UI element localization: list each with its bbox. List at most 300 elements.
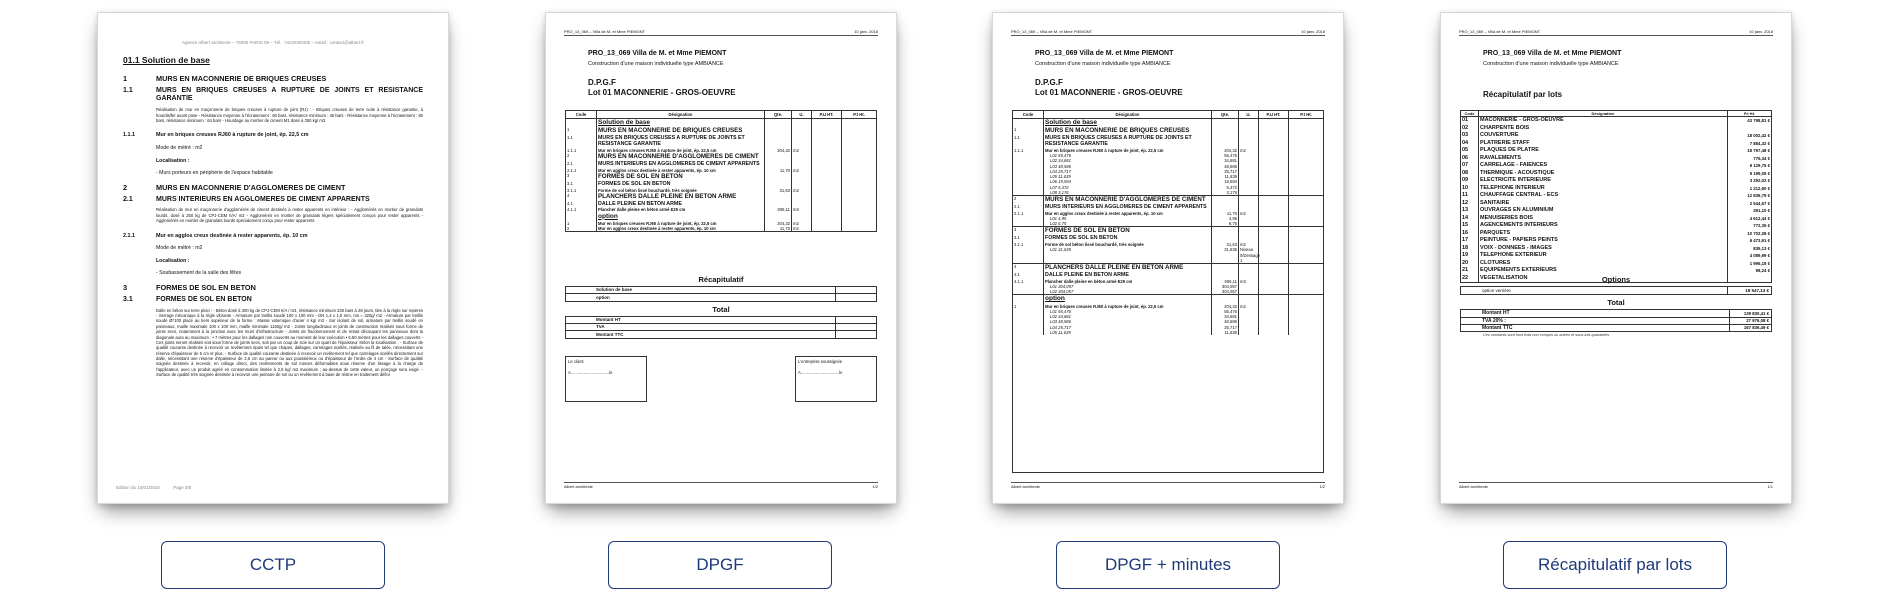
- row-unit: m2: [1239, 242, 1259, 247]
- row-total-price: [1289, 190, 1323, 195]
- table-row: [1461, 147, 1771, 155]
- total-row: TVA 20% : 27 976,08 €: [1460, 317, 1772, 325]
- row-designation: L01 304,057: [1044, 284, 1212, 289]
- row-unit: [1239, 264, 1259, 272]
- row-designation: L02 34,681: [1044, 158, 1212, 163]
- recap-page-preview: [1440, 12, 1792, 504]
- row-unit-price: [1259, 289, 1289, 294]
- row-code: 2: [1013, 196, 1044, 204]
- row-unit-price: [1259, 272, 1289, 279]
- table-row: [566, 173, 876, 181]
- lot-code: 06: [1461, 155, 1479, 163]
- row-unit: m3: [792, 207, 812, 212]
- row-qty: 204,32: [765, 221, 792, 226]
- table-row: [566, 181, 876, 188]
- lot-value: 12 836,79 €: [1747, 193, 1770, 199]
- row-code: 1: [566, 221, 597, 226]
- row-designation: PLANCHERS DALLE PLEINE EN BETON ARME: [597, 193, 765, 201]
- lot-value: 6 473,91 €: [1749, 238, 1770, 244]
- lot-label: PLATRERIE STAFF: [1479, 140, 1728, 148]
- row-designation: FORMES DE SOL EN BETON: [1044, 235, 1212, 242]
- row-total-price: [842, 127, 876, 135]
- row-unit-price: [812, 119, 842, 127]
- lot-value: 1 995,18 €: [1749, 260, 1770, 266]
- table-row: [1461, 162, 1771, 170]
- row-qty: 204,32: [765, 148, 792, 153]
- row-unit: m2: [792, 168, 812, 173]
- row-qty: 6,75: [1212, 221, 1239, 226]
- row-unit-price: [812, 193, 842, 201]
- cctp-rows: [123, 74, 423, 378]
- lot-code: 13: [1461, 207, 1479, 215]
- table-row: [566, 135, 876, 148]
- row-code: [566, 213, 597, 221]
- row-designation: option: [1044, 295, 1212, 303]
- lot-label: PLAQUES DE PLATRE: [1479, 147, 1728, 155]
- row-designation: MURS EN MACONNERIE D'AGGLOMERES DE CIMENT: [1044, 196, 1212, 204]
- lot-value: 4 612,44 €: [1749, 215, 1770, 221]
- row-designation: MURS EN BRIQUES CREUSES A RUPTURE DE JOINTS ET RESISTANCE GARANTIE: [1044, 135, 1212, 148]
- table-row: [1461, 140, 1771, 148]
- project-subtitle: Construction d'une maison individuelle type AMBIANCE: [588, 60, 724, 67]
- cctp-heading-number: 1.1.1: [123, 132, 135, 139]
- cctp-info: - Murs porteurs en périphérie de l'espace habitable: [156, 170, 273, 177]
- table-row: [1461, 200, 1771, 208]
- row-designation: L03 48,586: [1044, 319, 1212, 324]
- row-qty: 11,639: [1212, 174, 1239, 179]
- row-unit-price: [1259, 204, 1289, 211]
- row-code: [1013, 289, 1044, 294]
- row-code: 4.1: [1013, 272, 1044, 279]
- row-qty: 11,70: [765, 168, 792, 173]
- table-header: Code Désignation Qte. U. P.U HT. P.t Ht.: [1013, 111, 1323, 119]
- row-code: [1013, 119, 1044, 127]
- row-qty: [1212, 235, 1239, 242]
- row-unit: [792, 119, 812, 127]
- table-row: [1013, 294, 1323, 303]
- row-qty: 19,594: [1212, 179, 1239, 184]
- lot-label: MACONNERIE - GROS-OEUVRE: [1479, 117, 1728, 125]
- row-designation: option: [597, 213, 765, 221]
- row-unit: [1239, 330, 1259, 335]
- row-unit-price: [1259, 264, 1289, 272]
- table-row: [1461, 117, 1771, 125]
- project-block: PRO_13_069 Villa de M. et Mme PIEMONT Construction d'une maison individuelle type AMBIANCE: [1483, 50, 1622, 67]
- lot-code: 01: [1461, 117, 1479, 125]
- lot-value: 98,24 €: [1755, 268, 1770, 274]
- row-code: [1013, 330, 1044, 335]
- row-unit: [792, 135, 812, 148]
- lot-label: PEINTURE - PAPIERS PEINTS: [1479, 237, 1728, 245]
- table-row: [1461, 170, 1771, 178]
- cctp-button[interactable]: CCTP: [161, 541, 385, 589]
- lot-label: VEGETALISATION: [1479, 275, 1728, 283]
- lot-value: 839,13 €: [1753, 245, 1770, 251]
- row-code: 1: [1013, 127, 1044, 135]
- lot-value: 18 797,48 €: [1747, 148, 1770, 154]
- row-total-price: [1289, 295, 1323, 303]
- row-qty: [765, 213, 792, 221]
- row-qty: [765, 173, 792, 181]
- cctp-heading-h2: [123, 196, 423, 205]
- table-row: [566, 201, 876, 208]
- row-unit-price: [1259, 295, 1289, 303]
- row-unit: [1239, 196, 1259, 204]
- row-unit: [792, 181, 812, 188]
- cctp-heading-label: Mur en agglos creux destinée à rester apparents, ép. 10 cm: [156, 232, 308, 239]
- row-qty: 48,586: [1212, 164, 1239, 169]
- row-designation: FORMES DE SOL EN BETON: [1044, 227, 1212, 235]
- row-total-price: [842, 226, 876, 231]
- document-type: D.P.G.F: [588, 77, 616, 87]
- row-total-price: [842, 213, 876, 221]
- row-total-price: [1289, 127, 1323, 135]
- row-unit-price: [1259, 196, 1289, 204]
- row-total-price: [842, 193, 876, 201]
- running-footer: Albert architecte 1/1: [1459, 484, 1773, 489]
- row-qty: 31,635: [1212, 247, 1239, 263]
- cctp-edition: Edition du 10/01/2018: [116, 485, 160, 491]
- table-row: [1013, 135, 1323, 148]
- row-qty: 5,472: [1212, 185, 1239, 190]
- cctp-heading-h3: [123, 233, 423, 240]
- row-designation: L05 11,639: [1044, 330, 1212, 335]
- row-code: 4.1: [566, 201, 597, 208]
- lot-value: 18 002,42 €: [1747, 133, 1770, 139]
- cctp-heading-number: 2.1.1: [123, 232, 135, 239]
- total-row: TVA: [566, 324, 876, 331]
- row-unit-price: [812, 201, 842, 208]
- cctp-heading-label: MURS EN MACONNERIE D'AGGLOMERES DE CIMENT: [156, 182, 346, 192]
- row-total-price: [1289, 272, 1323, 279]
- lot-code: 07: [1461, 162, 1479, 170]
- row-designation: MURS EN MACONNERIE D'AGGLOMERES DE CIMENT: [597, 153, 765, 161]
- company-signature-box: L'entreprise soussignée A.................................le: [795, 356, 877, 402]
- row-unit-price: [1259, 330, 1289, 335]
- table-row: [1461, 222, 1771, 230]
- row-code: 3.1.1: [566, 188, 597, 193]
- row-designation: L05 11,639: [1044, 174, 1212, 179]
- row-unit-price: [1259, 247, 1289, 263]
- dpgf-minutes-page-preview: [992, 12, 1344, 504]
- row-designation: L01 55,476: [1044, 309, 1212, 314]
- lot-code: 03: [1461, 132, 1479, 140]
- row-qty: [765, 135, 792, 148]
- table-row: [1013, 330, 1323, 335]
- row-designation: Plancher dalle pleine en béton armé E25 cm: [597, 207, 765, 212]
- cctp-heading-label: FORMES DE SOL EN BETON: [156, 295, 252, 303]
- cctp-info: Localisation :: [156, 257, 190, 264]
- cctp-heading-number: 1: [123, 73, 128, 83]
- table-row: [1461, 267, 1771, 275]
- row-designation: MURS EN MACONNERIE DE BRIQUES CREUSES: [1044, 127, 1212, 135]
- table-row: [566, 119, 876, 127]
- table-row: [1461, 215, 1771, 223]
- row-code: 4.1.1: [566, 207, 597, 212]
- row-qty: [765, 153, 792, 161]
- dpgf-minutes-table: [1012, 110, 1324, 473]
- lot-label: OUVRAGES EN ALUMINIUM: [1479, 207, 1728, 215]
- running-header: [564, 29, 878, 36]
- row-designation: FORMES DE SOL EN BETON: [597, 181, 765, 188]
- lot-code: 15: [1461, 222, 1479, 230]
- dpgf-button[interactable]: DPGF: [608, 541, 832, 589]
- lot-value: 391,10 €: [1753, 208, 1770, 214]
- row-total-price: [1289, 330, 1323, 335]
- cctp-heading-number: 2.1: [123, 195, 133, 203]
- row-designation: Mur en briques creuses RJ60 à rupture de joint, ép. 22,5 cm: [1044, 148, 1212, 153]
- row-unit: m2: [1239, 148, 1259, 153]
- row-unit-price: [1259, 235, 1289, 242]
- lot-value: 775,34 €: [1753, 155, 1770, 161]
- row-unit: [1239, 272, 1259, 279]
- row-designation: L03 48,586: [1044, 164, 1212, 169]
- row-qty: 204,32: [1212, 148, 1239, 153]
- row-code: 2.1: [1013, 204, 1044, 211]
- running-header: PRO_13_069 – Villa de M. et Mme PIEMONT 10 janv. 2018: [1459, 29, 1773, 34]
- row-designation: Forme de sol béton lissé bouchardé, très soignée: [1044, 242, 1212, 247]
- row-qty: 25,717: [1212, 325, 1239, 330]
- row-designation: FORMES DE SOL EN BETON: [597, 173, 765, 181]
- row-unit-price: [812, 127, 842, 135]
- row-code: 3.1.1: [1013, 242, 1044, 247]
- total-title: Total: [1607, 298, 1625, 307]
- table-row: [1461, 125, 1771, 133]
- dpgf-rows: [566, 119, 876, 231]
- row-code: 3.1: [566, 181, 597, 188]
- lot-code: 05: [1461, 147, 1479, 155]
- table-row: [1461, 192, 1771, 200]
- row-qty: [1212, 295, 1239, 303]
- project-block: [588, 50, 736, 98]
- row-code: [1013, 190, 1044, 195]
- running-header: PRO_13_069 – Villa de M. et Mme PIEMONT 10 janv. 2018: [1011, 29, 1325, 34]
- row-unit-price: [1259, 119, 1289, 127]
- row-unit: [792, 213, 812, 221]
- row-unit: [792, 127, 812, 135]
- total-row: Montant HT 139 830,41 €: [1460, 309, 1772, 317]
- row-code: 2.1.1: [566, 168, 597, 173]
- lot-value: 10 702,08 €: [1747, 230, 1770, 236]
- recap-row: option: [566, 294, 876, 301]
- row-unit-price: [812, 226, 842, 231]
- row-code: 3: [566, 173, 597, 181]
- row-unit-price: [1259, 135, 1289, 148]
- col-unit: U.: [792, 111, 812, 118]
- row-qty: 55,476: [1212, 309, 1239, 314]
- table-row: [1461, 132, 1771, 140]
- row-code: [1013, 295, 1044, 303]
- running-header-project: PRO_13_069 – Villa de M. et Mme PIEMONT: [564, 29, 646, 34]
- row-qty: [765, 119, 792, 127]
- row-total-price: [842, 135, 876, 148]
- row-qty: 11,639: [1212, 330, 1239, 335]
- row-designation: L01 55,476: [1044, 153, 1212, 158]
- row-designation: Mur en briques creuses RJ60 à rupture de joint, ép. 22,5 cm: [597, 221, 765, 226]
- cctp-body: [123, 55, 423, 378]
- cctp-heading-number: 2: [123, 182, 128, 192]
- lot-label: CLOTURES: [1479, 260, 1728, 268]
- total-row: Montant HT: [566, 317, 876, 324]
- row-code: 2.1: [566, 161, 597, 168]
- row-code: 1.1.1: [566, 148, 597, 153]
- row-unit: [1239, 127, 1259, 135]
- lot-value: [1728, 125, 1771, 133]
- cctp-heading-number: 1.1: [123, 86, 133, 94]
- running-footer: Albert architecte 1/2: [564, 484, 878, 489]
- option-value: 19 547,13 €: [1745, 287, 1769, 293]
- table-row: [1013, 119, 1323, 127]
- row-unit: [792, 193, 812, 201]
- row-unit: [1239, 190, 1259, 195]
- row-qty: 55,476: [1212, 153, 1239, 158]
- row-code: 2.1.1: [1013, 211, 1044, 216]
- table-row: [1461, 260, 1771, 268]
- cctp-heading-number: 3: [123, 282, 128, 292]
- row-total-price: [1289, 119, 1323, 127]
- table-row: [1013, 226, 1323, 235]
- cctp-info: Localisation :: [156, 157, 190, 164]
- dpgf-page-preview: [545, 12, 897, 504]
- recap-page-title: Récapitulatif par lots: [1483, 90, 1563, 99]
- row-designation: Plancher dalle pleine en béton armé E25 cm: [1044, 279, 1212, 284]
- row-qty: [1212, 272, 1239, 279]
- col-code: Code: [566, 111, 597, 118]
- row-designation: Solution de base: [1044, 119, 1212, 127]
- row-total-price: [1289, 264, 1323, 272]
- row-qty: 25,717: [1212, 169, 1239, 174]
- row-qty: [1212, 204, 1239, 211]
- row-qty: 34,681: [1212, 314, 1239, 319]
- recap-title: Récapitulatif: [698, 275, 744, 284]
- row-total-price: [1289, 221, 1323, 226]
- row-qty: [765, 193, 792, 201]
- row-total-price: [1289, 289, 1323, 294]
- row-unit: [1239, 235, 1259, 242]
- col-designation: Désignation: [597, 111, 765, 118]
- row-designation: MURS EN MACONNERIE DE BRIQUES CREUSES: [597, 127, 765, 135]
- row-unit: [1239, 204, 1259, 211]
- row-unit: m2: [792, 226, 812, 231]
- lot-code: 04: [1461, 140, 1479, 148]
- lot-code: 09: [1461, 177, 1479, 185]
- row-code: 4: [566, 193, 597, 201]
- running-header-date: 10 janv. 2018: [854, 29, 878, 34]
- row-unit-price: [812, 161, 842, 168]
- row-code: 1.1: [566, 135, 597, 148]
- row-code: 3: [1013, 227, 1044, 235]
- table-row: [566, 193, 876, 201]
- total-title: Total: [712, 305, 730, 314]
- recap-row: Solution de base: [566, 287, 876, 294]
- row-code: 1: [1013, 304, 1044, 309]
- row-unit: [792, 153, 812, 161]
- options-title: Options: [1601, 275, 1631, 284]
- row-qty: [1212, 227, 1239, 235]
- row-designation: Forme de sol béton lissé bouchardé, très soignée: [597, 188, 765, 193]
- cctp-footer: [116, 485, 203, 491]
- recap-lots-button[interactable]: Récapitulatif par lots: [1503, 541, 1727, 589]
- row-total-price: [842, 161, 876, 168]
- row-designation: L02 304,057: [1044, 289, 1212, 294]
- row-designation: L06 19,594: [1044, 179, 1212, 184]
- table-row: [1013, 289, 1323, 294]
- lot-label: PARQUETS: [1479, 230, 1728, 238]
- lot-code: 14: [1461, 215, 1479, 223]
- row-code: 3.1: [1013, 235, 1044, 242]
- row-total-price: [1289, 247, 1323, 263]
- lot-code: 02: [1461, 125, 1479, 133]
- cctp-heading-label: FORMES DE SOL EN BETON: [156, 282, 256, 292]
- row-total-price: [1289, 227, 1323, 235]
- row-qty: 304,057: [1212, 289, 1239, 294]
- col-qty: Qte.: [765, 111, 792, 118]
- cctp-info: Mode de métré : m2: [156, 145, 203, 152]
- table-row: [566, 153, 876, 161]
- row-unit-price: [1259, 127, 1289, 135]
- row-qty: 3,176: [1212, 190, 1239, 195]
- row-qty: [765, 161, 792, 168]
- total-table: [565, 316, 877, 339]
- recap-table: [565, 286, 877, 302]
- row-code: 4.1.1: [1013, 279, 1044, 284]
- cctp-heading-h2: [123, 296, 423, 305]
- lot-label: VOIX - DONNEES - IMAGES: [1479, 245, 1728, 253]
- table-row: [566, 127, 876, 135]
- row-unit-price: [1259, 190, 1289, 195]
- row-code: 1.1.1: [1013, 148, 1044, 153]
- row-designation: Mur en briques creuses RJ60 à rupture de joint, ép. 22,5 cm: [1044, 304, 1212, 309]
- row-total-price: [1289, 135, 1323, 148]
- dpgf-minutes-button[interactable]: DPGF + minutes: [1056, 541, 1280, 589]
- project-block: PRO_13_069 Villa de M. et Mme PIEMONT Construction d'une maison individuelle type AMBIANCE D.P.G.F Lot 01 MACONNERIE - GROS-OEUVRE: [1035, 50, 1183, 97]
- row-qty: 606,11: [1212, 279, 1239, 284]
- row-code: [566, 119, 597, 127]
- lot-code: 16: [1461, 230, 1479, 238]
- cctp-page-preview: [97, 12, 449, 504]
- row-unit: m3: [1239, 279, 1259, 284]
- cctp-paragraph: Dalle en béton sur terre plein : - Béton dosé à 300 kg de CPJ-CEM II/A / m3, résistance minimum 230 bars à 28 jours, titre à la règle sur repères - Serrage mécanique à la règle vibrante - Armature par treillis soudé 100 x 100 mm - DN 1,4 x 1,6 mm, ms = 320g/ m2 - Armature par treillis soudé Ø*100 placé au tiers supérieur de la forme : Masse volumique d'acier 4 kg/ m3 - Sur isolant de sol, armature par treillis soudé en panneaux, maille maximale 100 x 100 mm, maille minimale 1150g/ m2 - Joints longitudinaux et joints de construction réalisés sous forme de joints secs, notamment à la jonction avec les murs d'infrastructure - Joints de fractionnement et de retrait découpant les panneaux dont la diagonale aura au maximum : • 7 mètres pour les dallages non couverts au moment de leur exécution • 6,50 mètres pour les dallages couverts - Ces joints seront réalisés soit sous forme de joints secs, soit par un coup de scie sur un quart de l'épaisseur Selon la localisation : - Surface de qualité courante destinée à recevoir un revêtement épais tel que chapes, dallages, carrelages scellés, réalisée au fil de talée, nécessitant une réserve d'épaisseur de 5 cm et plus. - Surface de qualité courante destinée à recevoir un revêtement tel que carrelages scellés directement sur dalle, nécessitant une réserve d'épaisseur de 2,5 cm au pareur ou aux poussiéreux ou d'épaisseur de l'ordre de 4 cm - Surface de qualité soignée destinée à recevoir, en collage direct, des revêtements de sol minces déformables sous réserve d'un lissage à la charge de l'applicateur, avec un produit agréé en consommation limitée à 2,5 kg/ m2 maximum ; au-dessus de cette valeur, un ponçage sera exigé. - Surface de qualité très soignée destinée à recevoir une peinture de sol ou un revêtement à base de résine en traitement défini: [156, 307, 423, 378]
- row-qty: [765, 127, 792, 135]
- lot-code: 22: [1461, 275, 1479, 283]
- cctp-info: - Soubassement de la salle des fêtes: [156, 270, 242, 277]
- row-qty: 606,11: [765, 207, 792, 212]
- table-row: [1013, 272, 1323, 279]
- table-row: [1461, 237, 1771, 245]
- row-qty: [765, 201, 792, 208]
- lot-label: TELEPHONE INTERIEUR: [1479, 185, 1728, 193]
- cctp-heading-label: MURS EN MACONNERIE DE BRIQUES CREUSES: [156, 73, 327, 83]
- row-unit: [1239, 295, 1259, 303]
- row-qty: 11,70: [765, 226, 792, 231]
- row-qty: [1212, 196, 1239, 204]
- table-row: [1461, 252, 1771, 260]
- row-total-price: [1289, 196, 1323, 204]
- cctp-heading-label: Mur en briques creuses RJ60 à rupture de joint, ép. 22,5 cm: [156, 132, 309, 139]
- cctp-heading-label: MURS EN BRIQUES CREUSES A RUPTURE DE JOINTS ET RESISTANCE GARANTIE: [156, 86, 423, 103]
- lot-title: Lot 01 MACONNERIE - GROS-OEUVRE: [588, 87, 736, 97]
- row-qty: 48,586: [1212, 319, 1239, 324]
- total-row: Montant TTC 167 836,49 €: [1460, 324, 1772, 332]
- row-unit: [792, 201, 812, 208]
- row-unit: m2: [792, 188, 812, 193]
- row-designation: Mur en agglos creux destinée à rester apparents, ép. 10 cm: [597, 226, 765, 231]
- lot-value: 1 212,60 €: [1749, 185, 1770, 191]
- cctp-heading-h1: [123, 183, 423, 192]
- row-unit-price: [812, 153, 842, 161]
- minutes-rows: [1013, 119, 1323, 335]
- lot-label: CHAUFFAGE CENTRAL - ECS: [1479, 192, 1728, 200]
